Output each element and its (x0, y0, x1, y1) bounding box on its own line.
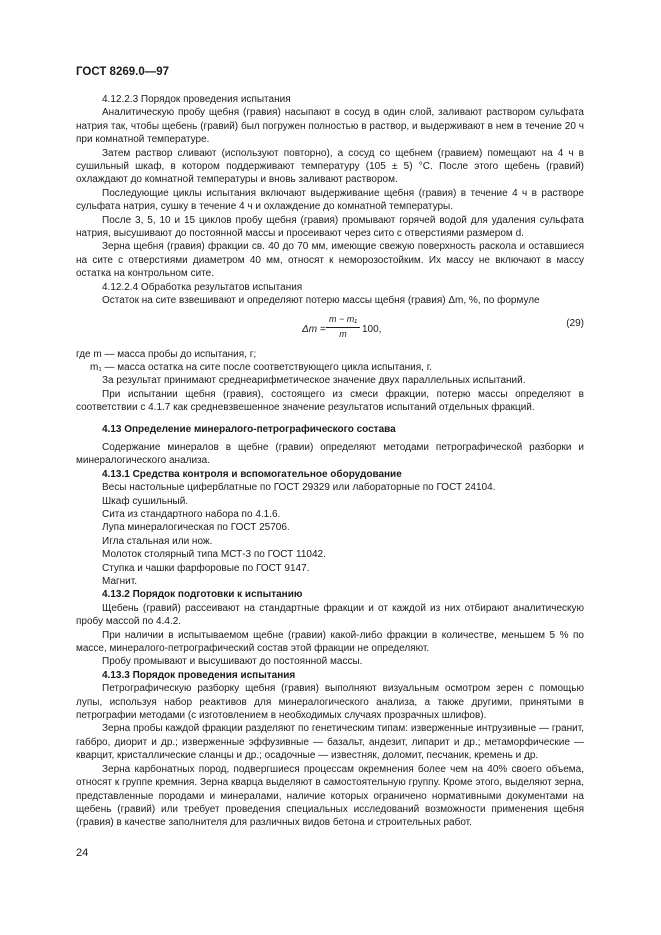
where-clause: где m — масса пробы до испытания, г; (76, 348, 257, 360)
paragraph: Аналитическую пробу щебня (гравия) насыпают в сосуд в один слой, заливают раствором сульфата натрия так, чтобы щебень (гравий) был погружен полностью в раствор, и выдерживают в нем в течение 20 ч при комнатной температуре. (76, 107, 584, 146)
formula-denominator: m (339, 328, 347, 339)
page-number: 24 (76, 847, 89, 859)
paragraph: Щебень (гравий) рассеивают на стандартные фракции и от каждой из них отбирают аналитическую пробу массой по 4.4.2. (76, 602, 584, 628)
section-heading: 4.13.1 Средства контроля и вспомогательное оборудование (102, 468, 402, 480)
paragraph: Зерна щебня (гравия) фракции св. 40 до 70 мм, имеющие свежую поверхность раскола и оставшиеся на сите с отверстиями диаметром 40 мм, относят к неморозостойким. Их массу не включают в массу остатка на контрольном сите. (76, 241, 584, 280)
paragraph: За результат принимают среднеарифметическое значение двух параллельных испытаний. (102, 375, 526, 387)
paragraph: Пробу промывают и высушивают до постоянной массы. (102, 656, 363, 668)
paragraph: Содержание минералов в щебне (гравии) определяют методами петрографической разборки и минералогического анализа. (76, 441, 584, 467)
list-item: Сита из стандартного набора по 4.1.6. (102, 508, 281, 520)
section-heading: 4.13.2 Порядок подготовки к испытанию (102, 589, 303, 601)
section-title: 4.12.2.3 Порядок проведения испытания (102, 94, 291, 105)
formula-fraction (326, 313, 360, 342)
formula-numerator: m − m₁ (326, 313, 360, 328)
list-item: Игла стальная или нож. (102, 535, 213, 547)
where-clause: m₁ — масса остатка на сите после соответствующего цикла испытания, г. (90, 361, 432, 373)
formula-rhs: 100, (362, 323, 382, 335)
formula-29 (76, 313, 584, 345)
list-item: Магнит. (102, 576, 138, 587)
list-item: Весы настольные циферблатные по ГОСТ 29329 или лабораторные по ГОСТ 24104. (102, 482, 496, 494)
equation-number: (29) (566, 317, 584, 329)
list-item: Лупа минералогическая по ГОСТ 25706. (102, 522, 290, 534)
document-header: ГОСТ 8269.0—97 (76, 66, 170, 78)
paragraph: Затем раствор сливают (используют повторно), а сосуд со щебнем (гравием) помещают на 4 ч в сушильный шкаф, в котором поддерживают температуру (105 ± 5) °С. После этого щебень (гравий) охлаждают до комнатной температуры и вновь заливают раствором. (76, 147, 584, 186)
paragraph: Зерна пробы каждой фракции разделяют по генетическим типам: изверженные интрузивные — гранит, габбро, диорит и др.; изверженные эффузивные — базальт, андезит, липарит и др.; метаморфические — кварцит, кристаллические сланцы и др.; осадочные — известняк, доломит, песчаник, кремень и др. (76, 723, 584, 762)
paragraph: Последующие циклы испытания включают выдерживание щебня (гравия) в течение 4 ч в растворе сульфата натрия, сушку в течение 4 ч и охлаждение до комнатной температуры. (76, 187, 584, 213)
section-title: 4.12.2.4 Обработка результатов испытания (102, 281, 303, 293)
paragraph: При испытании щебня (гравия), состоящего из смеси фракции, потерю массы определяют в соответствии с 4.1.7 как средневзвешенное значение результатов испытаний отдельных фракций. (76, 388, 584, 414)
list-item: Ступка и чашки фарфоровые по ГОСТ 9147. (102, 562, 310, 574)
section-heading: 4.13 Определение минералого-петрографического состава (102, 423, 396, 435)
list-item: Молоток столярный типа МСТ-3 по ГОСТ 11042. (102, 549, 326, 561)
paragraph: Остаток на сите взвешивают и определяют потерю массы щебня (гравия) Δm, %, по формуле (102, 295, 540, 307)
paragraph: После 3, 5, 10 и 15 циклов пробу щебня (гравия) промывают горячей водой для удаления сульфата натрия, высушивают до постоянной массы и просеивают через сито с отверстиями размером d. (76, 214, 584, 240)
section-heading: 4.13.3 Порядок проведения испытания (102, 669, 296, 681)
formula-lhs: Δm = (302, 323, 326, 335)
list-item: Шкаф сушильный. (102, 495, 189, 507)
page-content (76, 93, 584, 830)
paragraph: При наличии в испытываемом щебне (гравии) какой-либо фракции в количестве, меньшем 5 % по массе, минералого-петрографический состав этой фракции не определяют. (76, 629, 584, 655)
paragraph: Зерна карбонатных пород, подвергшиеся процессам окремнения более чем на 40% своего объема, относят к группе кремния. Зерна кварца выделяют в самостоятельную группу. Кроме этого, выделяют зерна, представленные породами и минералами, наличие которых ограничено нормативными документами на щебень (гравий) или требует проведения специальных исследований возможности применения щебня (гравия) в качестве заполнителя для различных видов бетона и строительных работ. (76, 763, 584, 829)
paragraph: Петрографическую разборку щебня (гравия) выполняют визуальным осмотром зерен с помощью лупы, используя набор реактивов для минералогического анализа, а также другими, принятыми в петрографии методами (с изготовлением в необходимых случаях прозрачных шлифов). (76, 683, 584, 722)
